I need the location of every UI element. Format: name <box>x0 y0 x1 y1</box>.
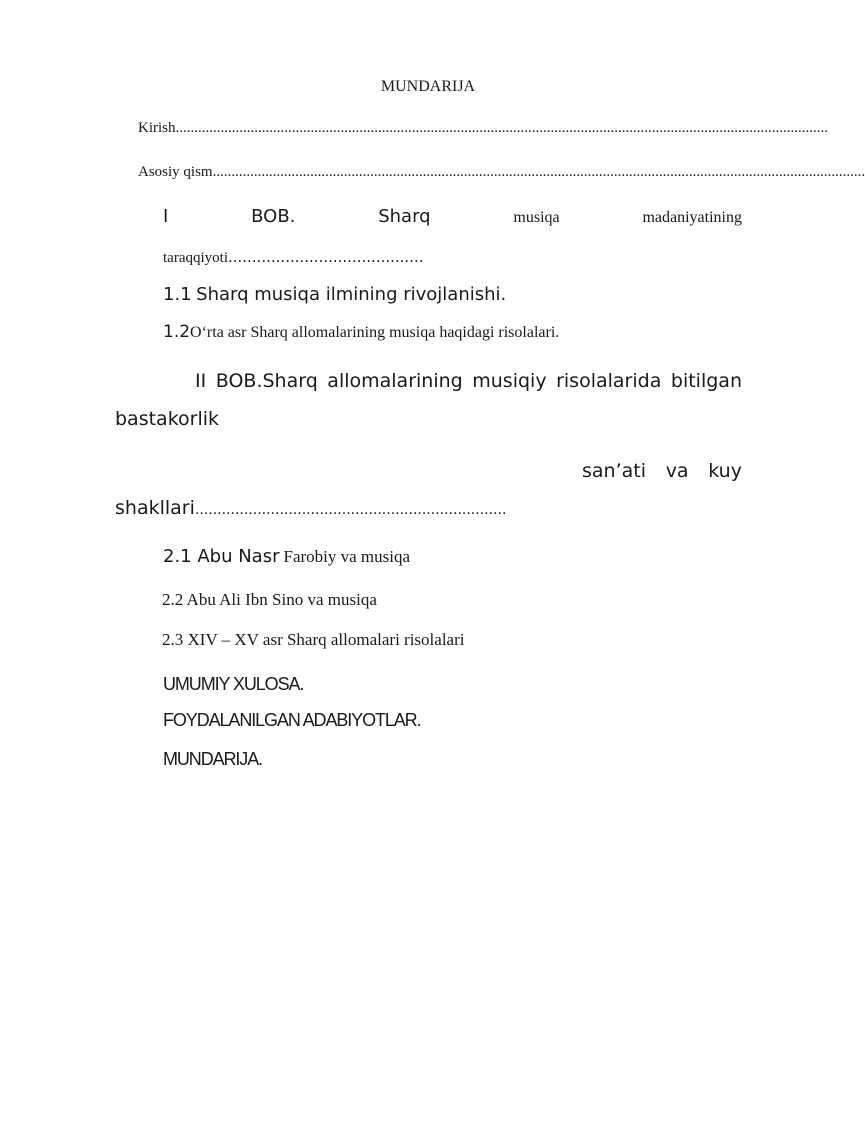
toc-entry-label: shakllari <box>115 497 195 519</box>
toc-references: FOYDALANILGAN ADABIYOTLAR. <box>163 710 421 730</box>
chapter-word: madaniyatining <box>642 209 742 226</box>
section-text: Sharq musiqa ilmining rivojlanishi. <box>196 284 507 305</box>
toc-contents: MUNDARIJA. <box>163 749 263 769</box>
chapter-word: II <box>195 370 207 392</box>
chapter-word: allomalarining <box>327 370 463 392</box>
chapter-2-heading-line-3 <box>582 460 742 482</box>
toc-entry-main-part <box>138 164 865 181</box>
chapter-bob: BOB. <box>251 206 296 227</box>
chapter-roman: I <box>163 206 169 227</box>
chapter-2-heading-line-4 <box>115 497 506 519</box>
toc-entry-intro <box>138 120 828 137</box>
toc-entry-label: Kirish <box>138 120 176 136</box>
section-text: O‘rta asr Sharq allomalarining musiqa haqidagi risolalari. <box>190 324 560 341</box>
toc-entry-label: taraqqiyoti <box>163 250 228 266</box>
dot-leader: .............................................................................................................................................................................. <box>175 120 828 136</box>
chapter-word: BOB.Sharq <box>215 370 318 392</box>
toc-section-1-1 <box>163 284 506 305</box>
section-text: 1.1 <box>163 284 192 305</box>
chapter-word: risolalarida <box>556 370 662 392</box>
section-text: Farobiy va musiqa <box>283 547 411 566</box>
dot-leader: .............................................................................................................................................................................. <box>212 164 865 180</box>
toc-section-2-1 <box>163 546 410 567</box>
page-title: MUNDARIJA <box>380 78 476 95</box>
toc-section-1-2 <box>163 322 559 342</box>
dot-leader: ......................................... <box>227 248 424 266</box>
dot-leader: ...................................................................... <box>194 502 507 518</box>
toc-section-2-3: 2.3 XIV – XV asr Sharq allomalari risolalari <box>162 630 465 649</box>
chapter-2-heading-line-2: bastakorlik <box>115 408 220 430</box>
chapter-1-heading <box>163 206 742 227</box>
chapter-word: va <box>665 460 689 482</box>
chapter-word: Sharq <box>378 206 431 227</box>
chapter-word: musiqiy <box>472 370 547 392</box>
chapter-2-heading <box>195 370 742 392</box>
section-number: 1.2 <box>163 322 191 342</box>
toc-entry-label: Asosiy qism <box>138 164 213 180</box>
chapter-word: bitilgan <box>670 370 742 392</box>
chapter-word: san’ati <box>582 460 646 482</box>
toc-section-2-2: 2.2 Abu Ali Ibn Sino va musiqa <box>162 590 377 609</box>
toc-conclusion: UMUMIY XULOSA. <box>163 674 304 694</box>
chapter-1-heading-continued <box>163 248 423 267</box>
section-prefix: 2.1 Abu Nasr <box>163 546 280 567</box>
chapter-word: kuy <box>708 460 742 482</box>
chapter-word: musiqa <box>513 209 560 226</box>
